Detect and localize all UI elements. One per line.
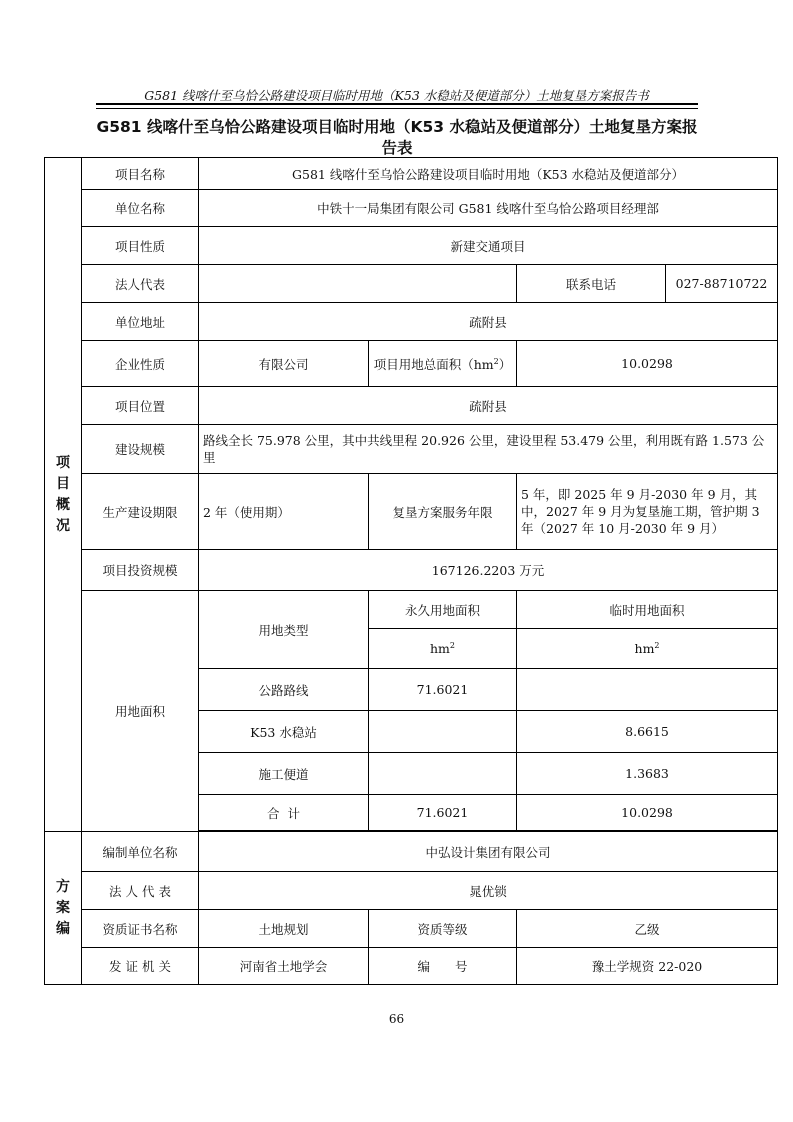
row-construction-scale bbox=[45, 425, 778, 474]
running-header: G581 线喀什至乌恰公路建设项目临时用地（K53 水稳站及便道部分）土地复垦方案报告书 bbox=[144, 88, 649, 103]
service-years-value: 5 年，即 2025 年 9 月-2030 年 9 月，其中，2027 年 9 月为复垦施工期，管护期 3 年（2027 年 10 月-2030 年 9 月） bbox=[517, 474, 778, 550]
land-item-temporary: 1.3683 bbox=[517, 753, 778, 795]
project-nature-label: 项目性质 bbox=[82, 227, 199, 265]
row-enterprise-nature bbox=[45, 341, 778, 387]
row-project-nature bbox=[45, 227, 778, 265]
grade-value: 乙级 bbox=[517, 910, 778, 948]
page-number: 66 bbox=[388, 1012, 405, 1026]
issuer-label: 发 证 机 关 bbox=[82, 948, 199, 985]
grade-label: 资质等级 bbox=[369, 910, 517, 948]
row-compiler bbox=[45, 832, 778, 872]
legal-rep-value bbox=[199, 265, 517, 303]
project-location-label: 项目位置 bbox=[82, 387, 199, 425]
land-item-permanent bbox=[369, 753, 517, 795]
row-compiler-rep bbox=[45, 872, 778, 910]
land-item-name: K53 水稳站 bbox=[199, 711, 369, 753]
land-type-label: 用地类型 bbox=[199, 591, 369, 669]
land-total-permanent: 71.6021 bbox=[369, 795, 517, 831]
document-title bbox=[80, 117, 714, 159]
unit-address-value: 疏附县 bbox=[199, 303, 778, 341]
permanent-area-header: 永久用地面积 bbox=[369, 591, 517, 629]
investment-label: 项目投资规模 bbox=[82, 550, 199, 591]
row-legal-rep bbox=[45, 265, 778, 303]
land-item-name: 施工便道 bbox=[199, 753, 369, 795]
project-name-value: G581 线喀什至乌恰公路建设项目临时用地（K53 水稳站及便道部分） bbox=[199, 158, 778, 190]
compiler-label: 编制单位名称 bbox=[82, 832, 199, 872]
land-total-temporary: 10.0298 bbox=[517, 795, 778, 831]
title-line-1: G581 线喀什至乌恰公路建设项目临时用地（K53 水稳站及便道部分）土地复垦方案报 bbox=[96, 118, 698, 136]
investment-value: 167126.2203 万元 bbox=[199, 550, 778, 591]
project-nature-value: 新建交通项目 bbox=[199, 227, 778, 265]
temporary-unit: $hm^2$ bbox=[517, 629, 778, 669]
compiler-rep-value: 晁优锁 bbox=[199, 872, 778, 910]
construction-period-label: 生产建设期限 bbox=[82, 474, 199, 550]
construction-period-value: 2 年（使用期） bbox=[199, 474, 369, 550]
header-rule-thick bbox=[96, 103, 698, 105]
enterprise-nature-label: 企业性质 bbox=[82, 341, 199, 387]
service-years-label: 复垦方案服务年限 bbox=[369, 474, 517, 550]
row-project-name bbox=[45, 158, 778, 190]
row-unit-address bbox=[45, 303, 778, 341]
row-project-location bbox=[45, 387, 778, 425]
project-name-label: 项目名称 bbox=[82, 158, 199, 190]
construction-scale-value: 路线全长 75.978 公里，其中共线里程 20.926 公里，建设里程 53.479 公里，利用既有路 1.573 公里 bbox=[199, 425, 778, 474]
land-item-temporary bbox=[517, 669, 778, 711]
land-item-temporary: 8.6615 bbox=[517, 711, 778, 753]
qualification-label: 资质证书名称 bbox=[82, 910, 199, 948]
project-location-value: 疏附县 bbox=[199, 387, 778, 425]
report-table bbox=[44, 157, 778, 985]
number-value: 豫土学规资 22-020 bbox=[517, 948, 778, 985]
title-line-2: 告表 bbox=[381, 139, 413, 157]
total-area-value: 10.0298 bbox=[517, 341, 778, 387]
land-item-name: 公路路线 bbox=[199, 669, 369, 711]
row-unit-name bbox=[45, 190, 778, 227]
land-total-name: 合 计 bbox=[199, 795, 369, 831]
number-label: 编 号 bbox=[369, 948, 517, 985]
row-investment bbox=[45, 550, 778, 591]
enterprise-nature-value: 有限公司 bbox=[199, 341, 369, 387]
phone-label: 联系电话 bbox=[517, 265, 666, 303]
permanent-unit: $hm^2$ bbox=[369, 629, 517, 669]
row-construction-period bbox=[45, 474, 778, 550]
section-project-overview: 项 目 概 况 bbox=[45, 158, 82, 832]
phone-value: 027-88710722 bbox=[666, 265, 778, 303]
legal-rep-label: 法人代表 bbox=[82, 265, 199, 303]
land-item-permanent bbox=[369, 711, 517, 753]
header-rule-thin bbox=[96, 108, 698, 109]
compiler-rep-label: 法 人 代 表 bbox=[82, 872, 199, 910]
construction-scale-label: 建设规模 bbox=[82, 425, 199, 474]
compiler-value: 中弘设计集团有限公司 bbox=[199, 832, 778, 872]
section-plan-compilation: 方 案 编 bbox=[45, 832, 82, 985]
issuer-value: 河南省土地学会 bbox=[199, 948, 369, 985]
qualification-value: 土地规划 bbox=[199, 910, 369, 948]
row-land-header bbox=[45, 591, 778, 629]
land-area-label: 用地面积 bbox=[82, 591, 199, 832]
land-item-permanent: 71.6021 bbox=[369, 669, 517, 711]
temporary-area-header: 临时用地面积 bbox=[517, 591, 778, 629]
unit-name-label: 单位名称 bbox=[82, 190, 199, 227]
row-qualification bbox=[45, 910, 778, 948]
row-issuer bbox=[45, 948, 778, 985]
total-area-label: 项目用地总面积$(hm^2)$ bbox=[369, 341, 517, 387]
unit-address-label: 单位地址 bbox=[82, 303, 199, 341]
unit-name-value: 中铁十一局集团有限公司 G581 线喀什至乌恰公路项目经理部 bbox=[199, 190, 778, 227]
